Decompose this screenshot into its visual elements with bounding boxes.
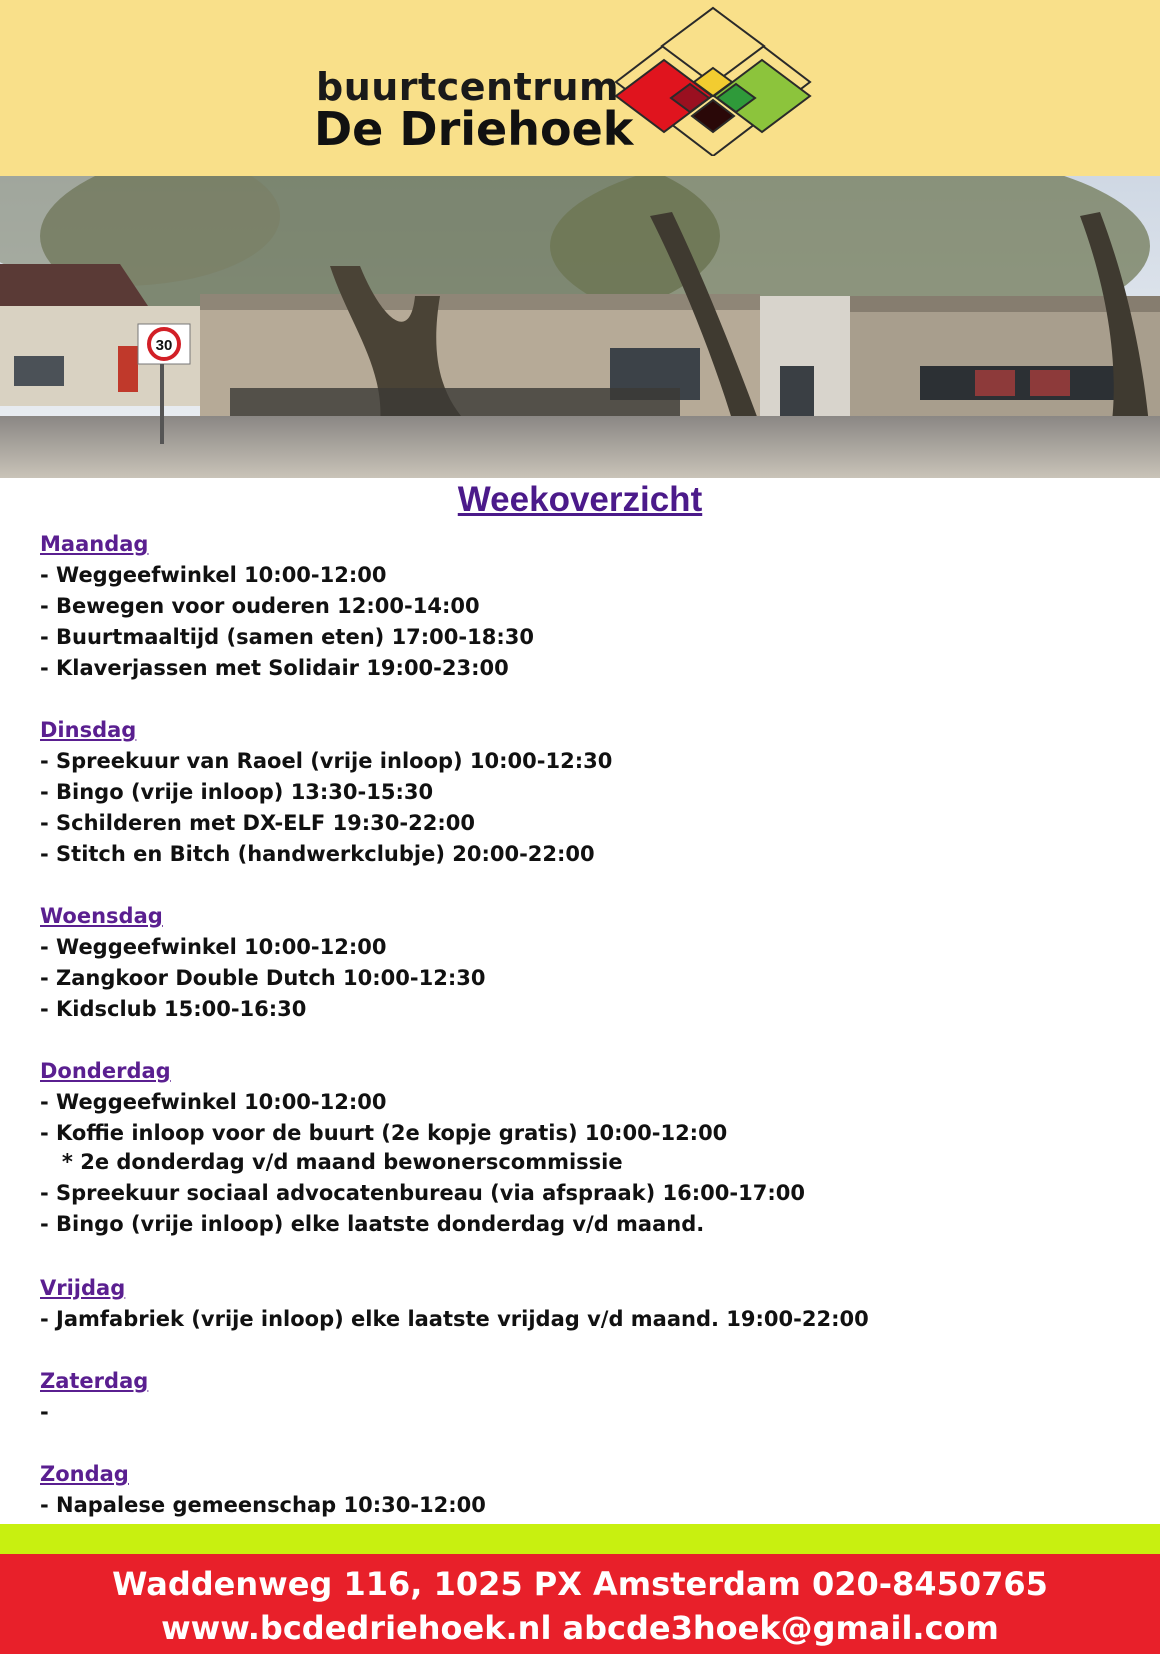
driehoek-logo-icon [612, 4, 814, 156]
building-photo [0, 176, 1160, 478]
brand-line-2: De Driehoek [314, 102, 634, 156]
schedule-item: - Zangkoor Double Dutch 10:00-12:30 [40, 966, 486, 990]
schedule-item: - Bingo (vrije inloop) elke laatste donderdag v/d maand. [40, 1212, 705, 1236]
schedule-item: - [40, 1400, 49, 1424]
schedule-item: - Jamfabriek (vrije inloop) elke laatste vrijdag v/d maand. 19:00-22:00 [40, 1307, 869, 1331]
schedule-item: - Weggeefwinkel 10:00-12:00 [40, 563, 387, 587]
schedule-item: - Spreekuur van Raoel (vrije inloop) 10:00-12:30 [40, 749, 613, 773]
day-heading-dinsdag: Dinsdag [40, 718, 137, 742]
footer [0, 1554, 1160, 1654]
schedule-title: Weekoverzicht [457, 480, 703, 519]
schedule-item: - Napalese gemeenschap 10:30-12:00 [40, 1493, 486, 1517]
speed-sign-text: 30 [155, 337, 173, 354]
footer-accent-band [0, 1524, 1160, 1554]
schedule-item: - Bingo (vrije inloop) 13:30-15:30 [40, 780, 434, 804]
schedule-item: - Schilderen met DX-ELF 19:30-22:00 [40, 811, 475, 835]
schedule-item: - Weggeefwinkel 10:00-12:00 [40, 935, 387, 959]
schedule-note: * 2e donderdag v/d maand bewonerscommissie [40, 1150, 623, 1174]
day-heading-woensdag: Woensdag [40, 904, 163, 928]
header [0, 0, 1160, 176]
schedule-item: - Buurtmaaltijd (samen eten) 17:00-18:30 [40, 625, 534, 649]
day-heading-zaterdag: Zaterdag [40, 1369, 149, 1393]
footer-address: Waddenweg 116, 1025 PX Amsterdam 020-8450765 [112, 1565, 1048, 1603]
day-heading-vrijdag: Vrijdag [40, 1276, 126, 1300]
footer-web-email: www.bcdedriehoek.nl abcde3hoek@gmail.com [161, 1609, 999, 1647]
schedule-item: - Klaverjassen met Solidair 19:00-23:00 [40, 656, 509, 680]
schedule-item: - Spreekuur sociaal advocatenbureau (via afspraak) 16:00-17:00 [40, 1181, 805, 1205]
schedule-item: - Koffie inloop voor de buurt (2e kopje gratis) 10:00-12:00 [40, 1121, 728, 1145]
schedule-item: - Bewegen voor ouderen 12:00-14:00 [40, 594, 480, 618]
schedule-item: - Stitch en Bitch (handwerkclubje) 20:00-22:00 [40, 842, 595, 866]
day-heading-maandag: Maandag [40, 532, 149, 556]
day-heading-donderdag: Donderdag [40, 1059, 171, 1083]
day-heading-zondag: Zondag [40, 1462, 129, 1486]
schedule-item: - Kidsclub 15:00-16:30 [40, 997, 307, 1021]
schedule-item: - Weggeefwinkel 10:00-12:00 [40, 1090, 387, 1114]
brand-line-1: buurtcentrum [316, 65, 620, 109]
